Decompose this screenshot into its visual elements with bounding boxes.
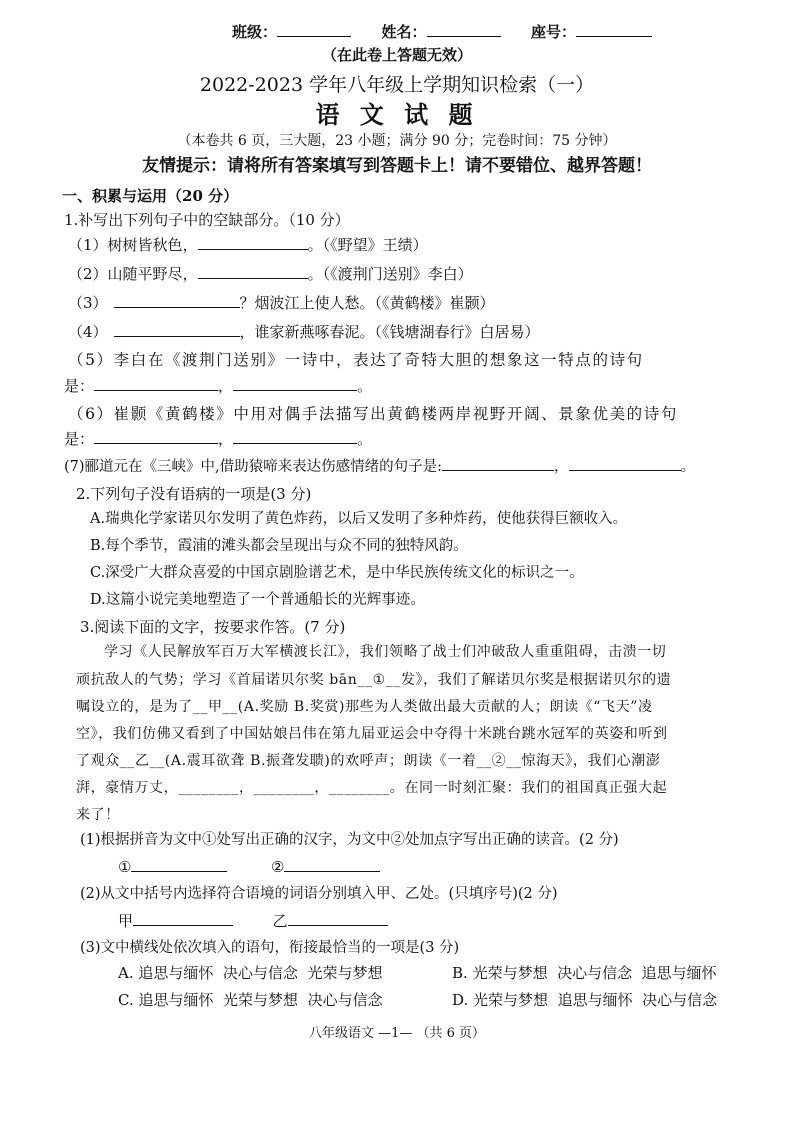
q2-option-c: C.深受广大群众喜爱的中国京剧脸谱艺术，是中华民族传统文化的标识之一。 <box>90 565 584 581</box>
q2-option-b: B.每个季节，霞浦的滩头都会呈现出与众不同的独特风韵。 <box>90 538 468 554</box>
exam-info: （本卷共 6 页，三大题，23 小题；满分 90 分；完卷时间：75 分钟） <box>177 133 617 149</box>
q3-sub1: (1)根据拼音为文中①处写出正确的汉字，为文中②处加点字写出正确的读音。(2 分) <box>80 832 619 848</box>
section-title: 一、积累与运用（20 分） <box>62 187 239 205</box>
q2-stem: 2.下列句子没有语病的一项是(3 分) <box>76 485 312 503</box>
class-field <box>277 22 351 37</box>
q3-sub2-answers: 甲 乙 <box>118 911 388 931</box>
q2-option-d: D.这篇小说完美地塑造了一个普通船长的光辉事迹。 <box>90 592 425 608</box>
q1-item-4: （4） ，谁家新燕啄春泥。（《钱塘湖春行》白居易） <box>68 323 540 341</box>
q3-sub3-option-c: C. 追思与缅怀 光荣与梦想 决心与信念 <box>118 991 383 1009</box>
q3-stem: 3.阅读下面的文字，按要求作答。(7 分) <box>80 618 346 636</box>
q1-item-1: （1）树树皆秋色， 。（《野望》王绩） <box>68 236 428 254</box>
q3-sub3-option-a: A. 追思与缅怀 决心与信念 光荣与梦想 <box>118 964 383 982</box>
q3-passage-line-7: 来了！ <box>76 807 120 823</box>
q3-passage-line-6: 湃，豪情万丈，________，________，________。在同一时刻汇聚：我们的祖国真正强大起 <box>76 780 668 796</box>
q1-stem: 1.补写出下列句子中的空缺部分。（10 分） <box>64 211 350 229</box>
q3-sub3-option-d: D. 光荣与梦想 追思与缅怀 决心与信念 <box>452 991 718 1009</box>
seat-label: 座号： <box>530 23 576 41</box>
q3-sub1-answers: ① ② <box>118 857 380 877</box>
class-label: 班级： <box>232 23 278 41</box>
q1-item-6-line1: （6）崔颢《黄鹤楼》中用对偶手法描写出黄鹤楼两岸视野开阔、景象优美的诗句 <box>68 405 678 423</box>
q3-passage-line-4: 空》，我们仿佛又看到了中国姑娘吕伟在第九届亚运会中夺得十米跳台跳水冠军的英姿和听到 <box>76 726 668 742</box>
q3-passage-line-5: 了观众__乙__(A.震耳欲聋 B.振聋发聩)的欢呼声；朗读《一着__②__惊海天》，我们心潮澎 <box>76 753 661 769</box>
student-info-row <box>232 22 652 42</box>
q1-item-5-line2: 是： ， 。 <box>64 377 373 395</box>
q1-item-3: （3） ？烟波江上使人愁。（《黄鹤楼》崔颢） <box>68 294 495 312</box>
name-field <box>427 22 501 37</box>
q3-sub3: (3)文中横线处依次填入的语句，衔接最恰当的一项是(3 分) <box>80 940 460 956</box>
q1-item-5-line1: （5）李白在《渡荆门送别》一诗中，表达了奇特大胆的想象这一特点的诗句 <box>68 351 644 369</box>
q1-item-6-line2: 是： ， 。 <box>64 430 373 448</box>
q1-item-7: (7)郦道元在《三峡》中,借助猿啼来表达伤感情绪的句子是: ， 。 <box>64 456 695 477</box>
friendly-reminder: 友情提示：请将所有答案填写到答题卡上！请不要错位、越界答题！ <box>142 156 652 176</box>
seat-field <box>576 22 652 37</box>
page-footer: 八年级语文 —1— （共 6 页） <box>308 1026 486 1041</box>
name-label: 姓名： <box>381 23 427 41</box>
q3-passage-line-3: 嘱设立的，是为了__甲__(A.奖励 B.奖赏)那些为人类做出最大贡献的人；朗读《“飞天”凌 <box>76 699 653 715</box>
q3-passage-line-1: 学习《人民解放军百万大军横渡长江》，我们领略了战士们冲破敌人重重阻碍，击溃一切 <box>104 644 667 660</box>
q2-option-a: A.瑞典化学家诺贝尔发明了黄色炸药，以后又发明了多种炸药，使他获得巨额收入。 <box>90 511 628 527</box>
q1-item-2: （2）山随平野尽， 。（《渡荆门送别》李白） <box>68 265 473 283</box>
subject-title: 语 文 试 题 <box>315 100 479 129</box>
invalid-notice: （在此卷上答题无效） <box>321 46 472 64</box>
term-title: 2022-2023 学年八年级上学期知识检索（一） <box>199 74 595 96</box>
q3-sub2: (2)从文中括号内选择符合语境的词语分别填入甲、乙处。(只填序号)(2 分) <box>80 886 558 902</box>
q3-sub3-option-b: B. 光荣与梦想 决心与信念 追思与缅怀 <box>452 964 717 982</box>
q3-passage-line-2: 顽抗敌人的气势；学习《首届诺贝尔奖 bān__①__发》，我们了解诺贝尔奖是根据诺贝尔的遗 <box>76 672 672 688</box>
